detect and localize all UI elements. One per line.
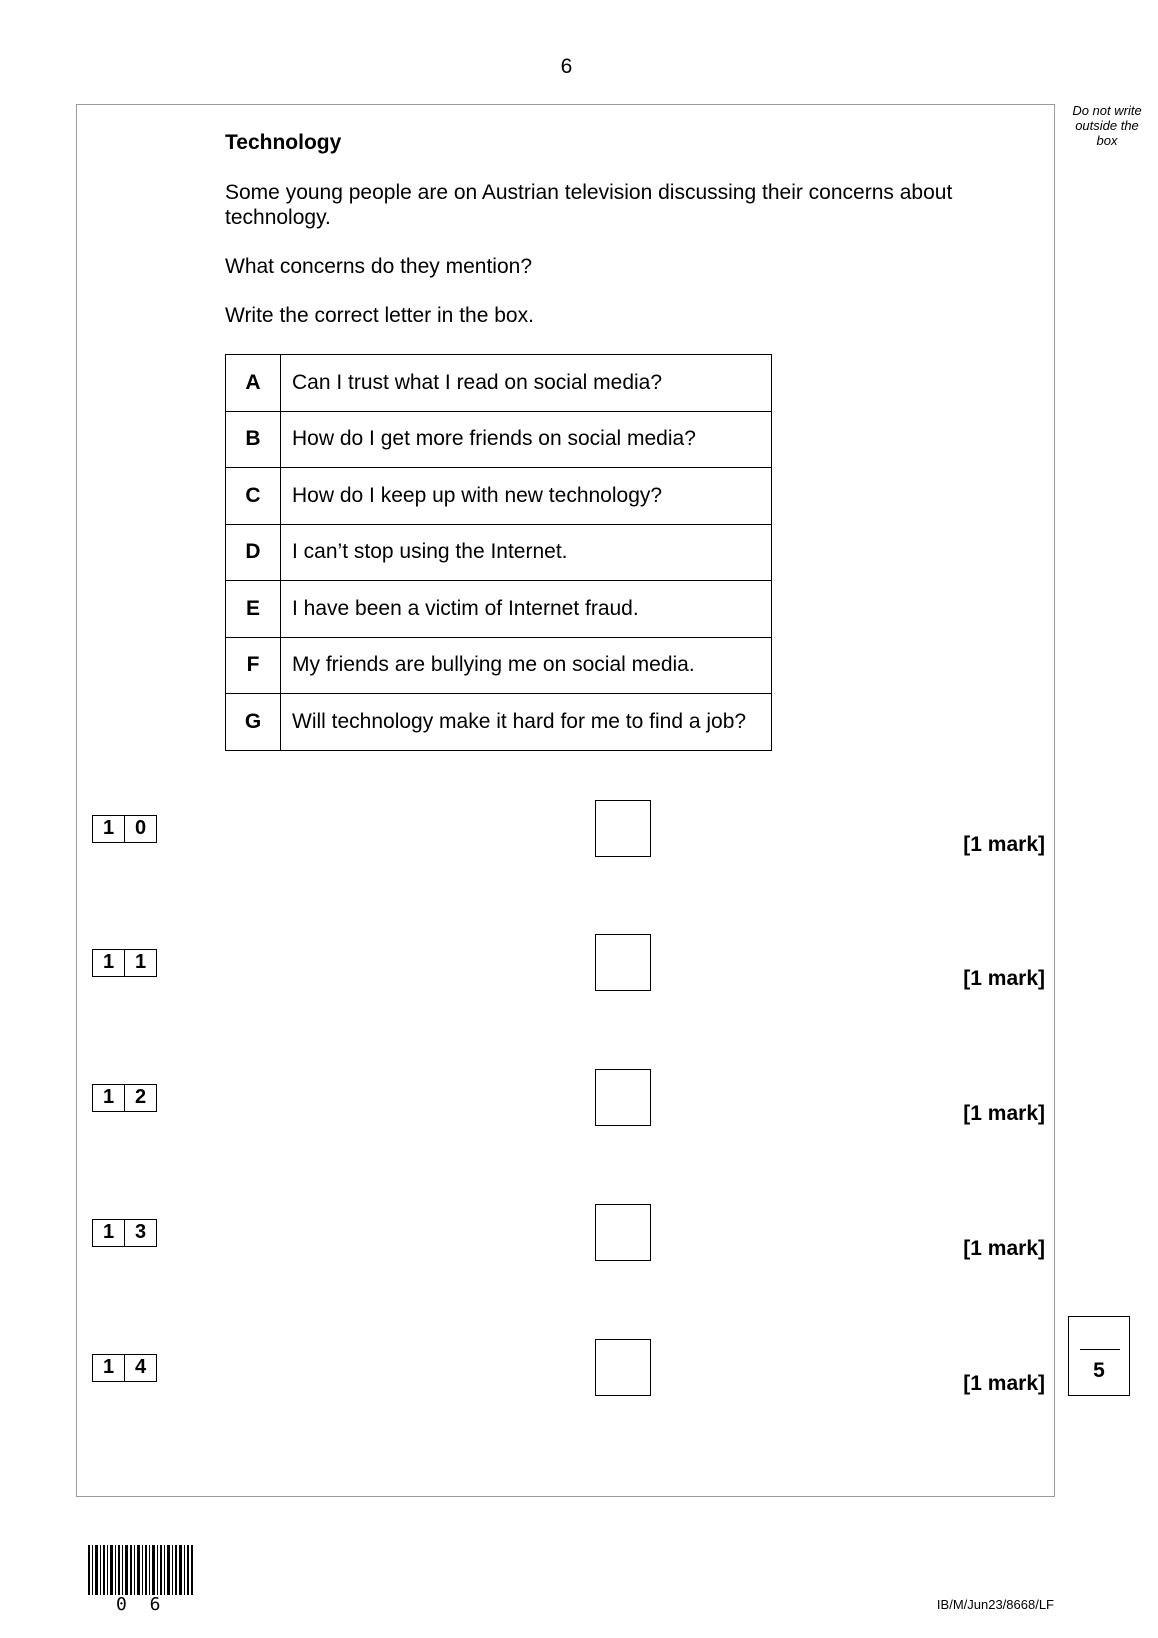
margin-note [1061,103,1153,148]
barcode-number: 0 6 [116,1594,167,1615]
question-number-digit: 2 [125,1084,157,1112]
option-letter: D [226,524,281,581]
answer-box[interactable] [595,934,651,991]
question-number [92,1084,157,1112]
option-text: How do I get more friends on social media? [281,411,772,468]
answer-frame [76,104,1055,1497]
option-text: How do I keep up with new technology? [281,468,772,525]
mark-label: [1 mark] [963,1237,1045,1260]
margin-note-line: box [1096,133,1118,148]
option-row [226,524,772,581]
page-number: 6 [560,55,573,78]
question-number-digit: 1 [92,1354,125,1382]
option-letter: G [226,694,281,751]
intro-text: Some young people are on Austrian television discussing their concerns about technology. [225,181,953,229]
section-title: Technology [225,131,342,154]
mark-label: [1 mark] [963,833,1045,856]
option-row [226,355,772,412]
question-number-digit: 1 [125,949,157,977]
answer-box[interactable] [595,1204,651,1261]
option-row [226,694,772,751]
option-text: Can I trust what I read on social media? [281,355,772,412]
option-letter: C [226,468,281,525]
question-text: What concerns do they mention? [225,255,533,278]
option-row [226,637,772,694]
question-number-digit: 1 [92,1084,125,1112]
option-letter: E [226,581,281,638]
option-row [226,411,772,468]
question-number [92,815,157,843]
answer-box[interactable] [595,1339,651,1396]
option-text: Will technology make it hard for me to find a job? [281,694,772,751]
total-marks-box [1068,1316,1130,1396]
option-text: I have been a victim of Internet fraud. [281,581,772,638]
answer-box[interactable] [595,1069,651,1126]
mark-label: [1 mark] [963,1372,1045,1395]
question-number-digit: 1 [92,1219,125,1247]
option-text: I can’t stop using the Internet. [281,524,772,581]
question-number-digit: 0 [125,815,157,843]
option-text: My friends are bullying me on social media. [281,637,772,694]
total-marks-line [1080,1349,1120,1350]
option-letter: A [226,355,281,412]
question-number [92,949,157,977]
question-number [92,1354,157,1382]
option-row [226,468,772,525]
option-letter: B [226,411,281,468]
footer-code: IB/M/Jun23/8668/LF [936,1597,1054,1612]
answer-box[interactable] [595,800,651,857]
instruction-text: Write the correct letter in the box. [225,304,534,327]
total-marks-value: 5 [1093,1359,1105,1382]
margin-note-line: Do not write [1072,103,1142,118]
question-number [92,1219,157,1247]
option-letter: F [226,637,281,694]
options-table [225,354,772,751]
question-number-digit: 1 [92,949,125,977]
margin-note-line: outside the [1075,118,1139,133]
mark-label: [1 mark] [963,1102,1045,1125]
option-row [226,581,772,638]
question-number-digit: 4 [125,1354,157,1382]
question-number-digit: 1 [92,815,125,843]
mark-label: [1 mark] [963,967,1045,990]
question-number-digit: 3 [125,1219,157,1247]
barcode [88,1545,194,1595]
